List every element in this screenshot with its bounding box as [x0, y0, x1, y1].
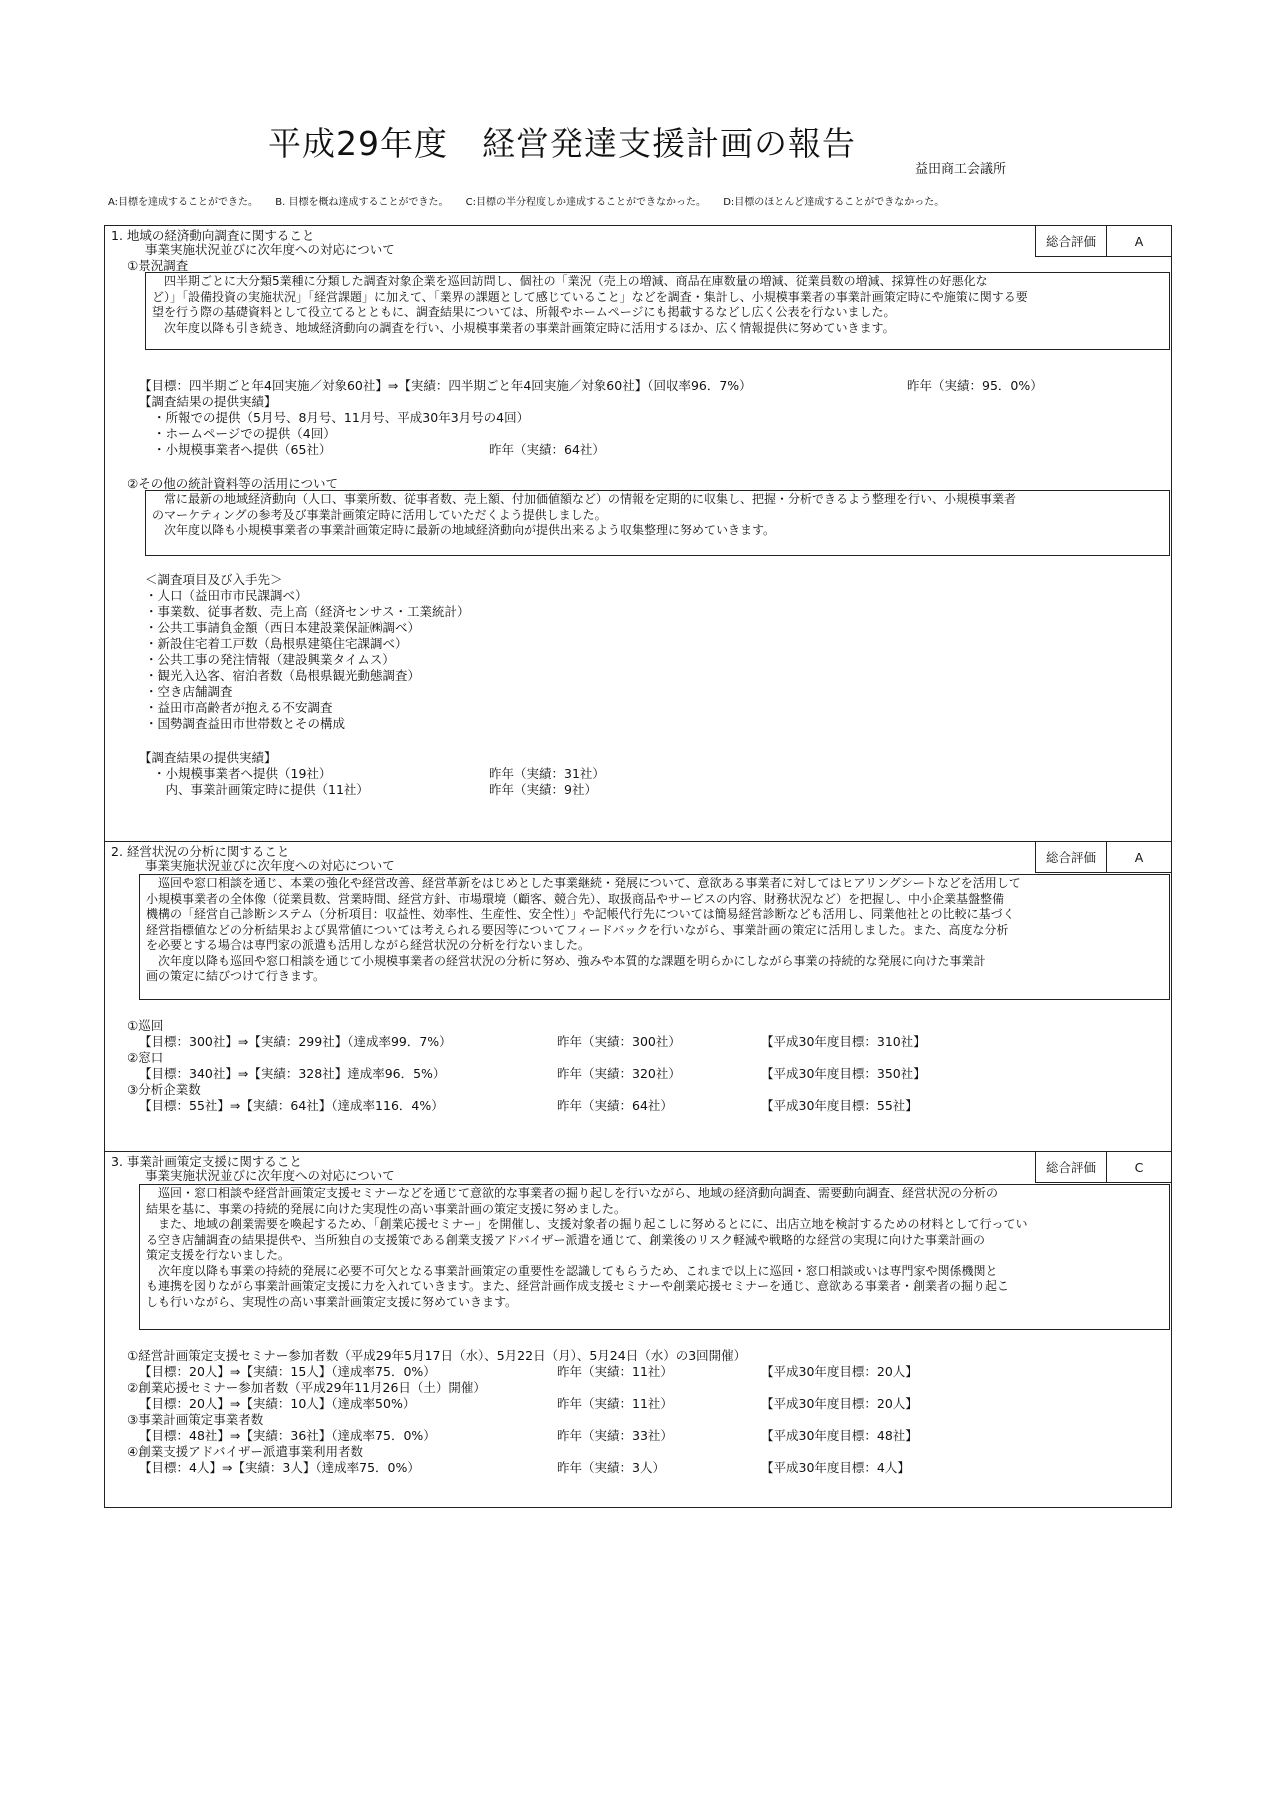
item-title: ④創業支援アドバイザー派遣事業利用者数 — [127, 1444, 363, 1459]
target-result-line: 【目標：四半期ごと年4回実施／対象60社】⇒【実績：四半期ごと年4回実施／対象60社】（回収率96．7%） — [139, 378, 752, 393]
section-3 — [105, 1151, 1171, 1507]
rating-value: C — [1134, 1159, 1144, 1175]
section-subheading: 事業実施状況並びに次年度への対応について — [145, 858, 395, 873]
previous-year: 昨年（実績：3人） — [557, 1460, 665, 1475]
next-year-target: 【平成30年度目標：310社】 — [761, 1034, 926, 1049]
narrative-line: 結果を基に、事業の持続的発展に向けた実現性の高い事業計画の策定支援に努めました。 — [146, 1201, 627, 1216]
legend-a: A:目標を達成することができた。 — [108, 197, 259, 208]
survey-item: ・国勢調査益田市世帯数とその構成 — [145, 716, 346, 731]
item-title: ②窓口 — [127, 1050, 164, 1065]
narrative-line: 小規模事業者の全体像（従業員数、営業時間、経営方針、市場環境（顧客、競合先）、取扱商品やサービスの内容、財務状況など）を把握し、中小企業基盤整備 — [146, 891, 1005, 906]
section-subheading: 事業実施状況並びに次年度への対応について — [145, 1168, 395, 1183]
narrative-box — [139, 874, 1170, 1000]
item-target: 【目標：300社】⇒【実績：299社】（達成率99．7%） — [139, 1034, 452, 1049]
survey-item: ・観光入込客、宿泊者数（島根県観光動態調査） — [145, 668, 421, 683]
previous-year: 昨年（実績：9社） — [489, 782, 597, 797]
organization-name: 益田商工会議所 — [915, 162, 1007, 177]
previous-year: 昨年（実績：95．0%） — [907, 378, 1043, 393]
item-title: ①経営計画策定支援セミナー参加者数（平成29年5月17日（水）、5月22日（月）、5月24日（水）の3回開催） — [127, 1348, 747, 1363]
previous-year: 昨年（実績：31社） — [489, 766, 605, 781]
overall-rating — [1035, 842, 1171, 873]
overall-rating — [1035, 226, 1171, 257]
report-sheet — [104, 225, 1172, 1508]
narrative-line: ど）」「設備投資の実施状況」「経営課題」に加えて、「業界の課題として感じていること」などを調査・集計し、小規模事業者の事業計画策定時にや施策に関する要 — [152, 289, 1028, 304]
item-title: ③事業計画策定事業者数 — [127, 1412, 264, 1427]
survey-item: ・空き店舗調査 — [145, 684, 233, 699]
narrative-line: 経営指標値などの分析結果および異常値については考えられる要因等についてフィードバックを行いながら、事業計画の策定に活用しました。また、高度な分析 — [146, 922, 1009, 937]
item-target: 【目標：4人】⇒【実績：3人】（達成率75．0%） — [139, 1460, 420, 1475]
previous-year: 昨年（実績：33社） — [557, 1428, 673, 1443]
rating-label: 総合評価 — [1036, 1152, 1107, 1182]
narrative-line: 巡回・窓口相談や経営計画策定支援セミナーなどを通じて意欲的な事業者の掘り起しを行いながら、地域の経済動向調査、需要動向調査、経営状況の分析の — [146, 1186, 999, 1200]
overall-rating — [1035, 1152, 1171, 1183]
item-target: 【目標：20人】⇒【実績：10人】（達成率50%） — [139, 1396, 416, 1411]
survey-item: ・公共工事の発注情報（建設興業タイムス） — [145, 652, 395, 667]
item-target: 【目標：340社】⇒【実績：328社】達成率96．5%） — [139, 1066, 446, 1081]
section-subheading: 事業実施状況並びに次年度への対応について — [145, 242, 395, 257]
narrative-box — [145, 272, 1170, 350]
rating-legend — [108, 193, 958, 208]
list-item: ・所報での提供（5月号、8月号、11月号、平成30年3月号の4回） — [153, 410, 530, 425]
survey-item: ・新設住宅着工戸数（島根県建築住宅課調べ） — [145, 636, 408, 651]
next-year-target: 【平成30年度目標：48社】 — [761, 1428, 918, 1443]
page-title: 平成29年度 経営発達支援計画の報告 — [268, 124, 856, 163]
survey-item: ・人口（益田市市民課調べ） — [145, 588, 308, 603]
provide-title: 【調査結果の提供実績】 — [139, 394, 277, 409]
rating-value: A — [1134, 233, 1144, 249]
section-1 — [105, 226, 1171, 841]
subsection-title: ①景況調査 — [127, 258, 189, 273]
narrative-line: 次年度以降も巡回や窓口相談を通じて小規模事業者の経営状況の分析に努め、強みや本質的な課題を明らかにしながら事業の持続的な発展に向けた事業計 — [146, 953, 986, 968]
item-title: ③分析企業数 — [127, 1082, 201, 1097]
narrative-line: また、地域の創業需要を喚起するため、「創業応援セミナー」を開催し、支援対象者の掘り起こしに努めるとにに、出店立地を検討するための材料として行ってい — [146, 1217, 1028, 1231]
list-item: ・小規模事業者へ提供（19社） — [153, 766, 332, 781]
item-target: 【目標：20人】⇒【実績：15人】（達成率75．0%） — [139, 1364, 436, 1379]
previous-year: 昨年（実績：11社） — [557, 1364, 673, 1379]
next-year-target: 【平成30年度目標：20人】 — [761, 1364, 918, 1379]
narrative-line: 巡回や窓口相談を通じ、本業の強化や経営改善、経営革新をはじめとした事業継続・発展について、意欲ある事業者に対してはヒアリングシートなどを活用して — [146, 876, 1021, 890]
rating-label: 総合評価 — [1036, 226, 1107, 256]
narrative-line: 四半期ごとに大分類5業種に分類した調査対象企業を巡回訪問し、個社の「業況（売上の増減、商品在庫数量の増減、従業員数の増減、採算性の好悪化な — [152, 274, 988, 288]
item-target: 【目標：48社】⇒【実績：36社】（達成率75．0%） — [139, 1428, 436, 1443]
survey-item: ・事業数、従事者数、売上高（経済センサス・工業統計） — [145, 604, 470, 619]
item-title: ②創業応援セミナー参加者数（平成29年11月26日（土）開催） — [127, 1380, 486, 1395]
previous-year: 昨年（実績：64社） — [557, 1098, 673, 1113]
narrative-box — [145, 490, 1170, 556]
rating-value: A — [1134, 849, 1144, 865]
next-year-target: 【平成30年度目標：4人】 — [761, 1460, 910, 1475]
previous-year: 昨年（実績：320社） — [557, 1066, 681, 1081]
legend-b: B. 目標を概ね達成することができた。 — [275, 197, 449, 208]
narrative-line: る空き店舗調査の結果提供や、当所独自の支援策である創業支援アドバイザー派遣を通じて、創業後のリスク軽減や戦略的な経営の実現に向けた事業計画の — [146, 1232, 986, 1247]
previous-year: 昨年（実績：64社） — [489, 442, 605, 457]
narrative-line: 次年度以降も小規模事業者の事業計画策定時に最新の地域経済動向が提供出来るよう収集整理に努めていきます。 — [152, 523, 776, 537]
subsection-title: ②その他の統計資料等の活用について — [127, 476, 338, 491]
survey-title: ＜調査項目及び入手先＞ — [145, 572, 283, 587]
survey-item: ・公共工事請負金額（西日本建設業保証㈱調べ） — [145, 620, 421, 635]
section-heading: 2. 経営状況の分析に関すること — [111, 844, 290, 859]
previous-year: 昨年（実績：300社） — [557, 1034, 681, 1049]
narrative-line: 画の策定に結びつけて行きます。 — [146, 969, 326, 983]
item-target: 【目標：55社】⇒【実績：64社】（達成率116．4%） — [139, 1098, 444, 1113]
narrative-line: を必要とする場合は専門家の派遣も活用しながら経営状況の分析を行ないました。 — [146, 938, 591, 952]
narrative-line: 機構の「経営自己診断システム（分析項目：収益性、効率性、生産性、安全性）」や記帳代行先については簡易経営診断なども活用し、同業他社との比較に基づく — [146, 907, 1015, 921]
next-year-target: 【平成30年度目標：350社】 — [761, 1066, 926, 1081]
item-title: ①巡回 — [127, 1018, 164, 1033]
list-item: ・ホームページでの提供（4回） — [153, 426, 336, 441]
narrative-line: 次年度以降も事業の持続的発展に必要不可欠となる事業計画策定の重要性を認識してもらうため、これまで以上に巡回・窓口相談或いは専門家や関係機関と — [146, 1263, 998, 1278]
provide-title: 【調査結果の提供実績】 — [139, 750, 277, 765]
legend-c: C:目標の半分程度しか達成することができなかった。 — [465, 197, 706, 208]
section-heading: 1. 地域の経済動向調査に関すること — [111, 228, 315, 243]
section-2 — [105, 841, 1171, 1151]
previous-year: 昨年（実績：11社） — [557, 1396, 673, 1411]
section-heading: 3. 事業計画策定支援に関すること — [111, 1154, 302, 1169]
narrative-box — [139, 1184, 1170, 1330]
narrative-line: 常に最新の地域経済動向（人口、事業所数、従事者数、売上額、付加価値額など）の情報を定期的に収集し、把握・分析できるよう整理を行い、小規模事業者 — [152, 492, 1017, 506]
legend-d: D:目標のほとんど達成することができなかった。 — [723, 197, 945, 208]
survey-item: ・益田市高齢者が抱える不安調査 — [145, 700, 333, 715]
narrative-line: 望を行う際の基礎資料として役立てるとともに、調査結果については、所報やホームページにも掲載するなどし広く公表を行ないました。 — [152, 305, 896, 319]
narrative-line: のマーケティングの参考及び事業計画策定時に活用していただくよう提供しました。 — [152, 507, 607, 522]
narrative-line: も連携を図りながら事業計画策定支援に力を入れていきます。また、経営計画作成支援セミナーや創業応援セミナーを通じ、意欲ある事業者・創業者の掘り起こ — [146, 1279, 1010, 1293]
list-item: ・小規模事業者へ提供（65社） — [153, 442, 332, 457]
narrative-line: 次年度以降も引き続き、地域経済動向の調査を行い、小規模事業者の事業計画策定時に活用するほか、広く情報提供に努めていきます。 — [152, 320, 895, 335]
narrative-line: しも行いながら、実現性の高い事業計画策定支援に努めていきます。 — [146, 1294, 518, 1309]
narrative-line: 策定支援を行ないました。 — [146, 1248, 291, 1262]
next-year-target: 【平成30年度目標：55社】 — [761, 1098, 918, 1113]
rating-label: 総合評価 — [1036, 842, 1107, 872]
list-item: 内、事業計画策定時に提供（11社） — [153, 782, 369, 797]
next-year-target: 【平成30年度目標：20人】 — [761, 1396, 918, 1411]
